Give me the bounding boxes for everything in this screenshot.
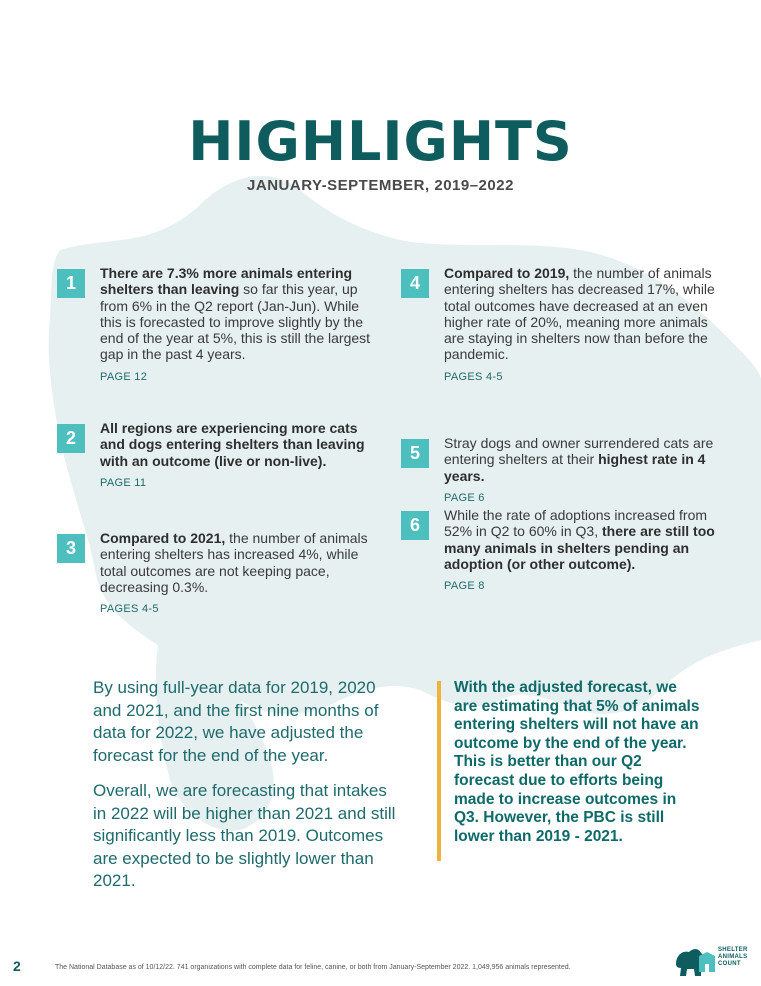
highlight-number-badge: 1: [57, 269, 85, 298]
logo-wordmark: [718, 947, 748, 968]
logo-wordmark-line: ANIMALS: [718, 954, 748, 960]
highlight-body-text: the number of animals entering shelters has decreased 17%, while total outcomes have decreased at an even higher rate of 20%, meaning more animals are staying in shelters now than before the pandemic.: [444, 265, 715, 363]
page-reference: PAGE 6: [444, 491, 485, 504]
highlight-text: [100, 265, 377, 385]
highlight-text: [444, 507, 719, 594]
page-reference: PAGE 8: [444, 580, 485, 593]
highlight-text: [100, 530, 377, 617]
highlight-body-text: While the rate of adoptions increased from 52% in Q2 to 60% in Q3,: [444, 507, 708, 540]
highlight-bold-text: There are 7.3% more animals entering shelters than leaving: [100, 265, 353, 298]
highlight-bold-text: Compared to 2021,: [100, 530, 226, 546]
highlight-number-badge: 6: [401, 511, 429, 540]
highlight-number-badge: 3: [57, 534, 85, 563]
forecast-explanation: [93, 677, 398, 906]
body-paragraph: By using full-year data for 2019, 2020 and 2021, and the first nine months of data for 2022, we have adjusted the forecast for the end of the year.: [93, 678, 379, 765]
highlight-number-badge: 2: [57, 424, 85, 453]
callout-accent-bar: [437, 681, 441, 861]
page-title: HIGHLIGHTS: [188, 110, 573, 173]
callout-text: With the adjusted forecast, we are estimating that 5% of animals entering shelters will not have an outcome by the end of the year. This is better than our Q2 forecast due to efforts being made to increase outcomes in Q3. However, the PBC is still lower than 2019 - 2021.: [454, 679, 700, 845]
page-subtitle: JANUARY-SEPTEMBER, 2019–2022: [247, 177, 514, 194]
page-reference: PAGES 4-5: [100, 603, 159, 616]
highlight-bold-text: there are still too many animals in shelters pending an adoption (or other outcome).: [444, 523, 715, 572]
logo-wordmark-line: COUNT: [718, 961, 741, 967]
page-number: 2: [13, 958, 21, 974]
highlight-body-text: so far this year, up from 6% in the Q2 report (Jan-Jun). While this is forecasted to improve slightly by the end of the year at 5%, this is still the largest gap in the past 4 years.: [100, 281, 371, 363]
highlight-body-text: the number of animals entering shelters has increased 4%, while total outcomes are not keeping pace, decreasing 0.3%.: [100, 530, 368, 595]
highlight-body-text: Stray dogs and owner surrendered cats are entering shelters at their: [444, 435, 714, 468]
highlight-text: [100, 420, 385, 491]
highlight-bold-text: Compared to 2019,: [444, 265, 570, 281]
highlight-text: [444, 435, 714, 506]
logo-wordmark-line: SHELTER: [718, 947, 748, 953]
body-paragraph: Overall, we are forecasting that intakes in 2022 will be higher than 2021 and still significantly less than 2019. Outcomes are expected to be slightly lower than 2021.: [93, 781, 396, 890]
highlight-bold-text: highest rate in 4 years.: [444, 451, 706, 484]
page-reference: PAGES 4-5: [444, 370, 503, 383]
highlight-number-badge: 5: [401, 439, 429, 468]
footnote: The National Database as of 10/12/22. 741 organizations with complete data for feline, canine, or both from January-September 2022. 1,049,956 animals represented.: [55, 964, 571, 971]
highlight-text: [444, 265, 716, 385]
highlight-number-badge: 4: [401, 269, 429, 298]
page-reference: PAGE 12: [100, 370, 148, 383]
page-reference: PAGE 11: [100, 476, 147, 489]
highlight-bold-text: All regions are experiencing more cats and dogs entering shelters than leaving with an outcome (live or non-live).: [100, 420, 365, 469]
